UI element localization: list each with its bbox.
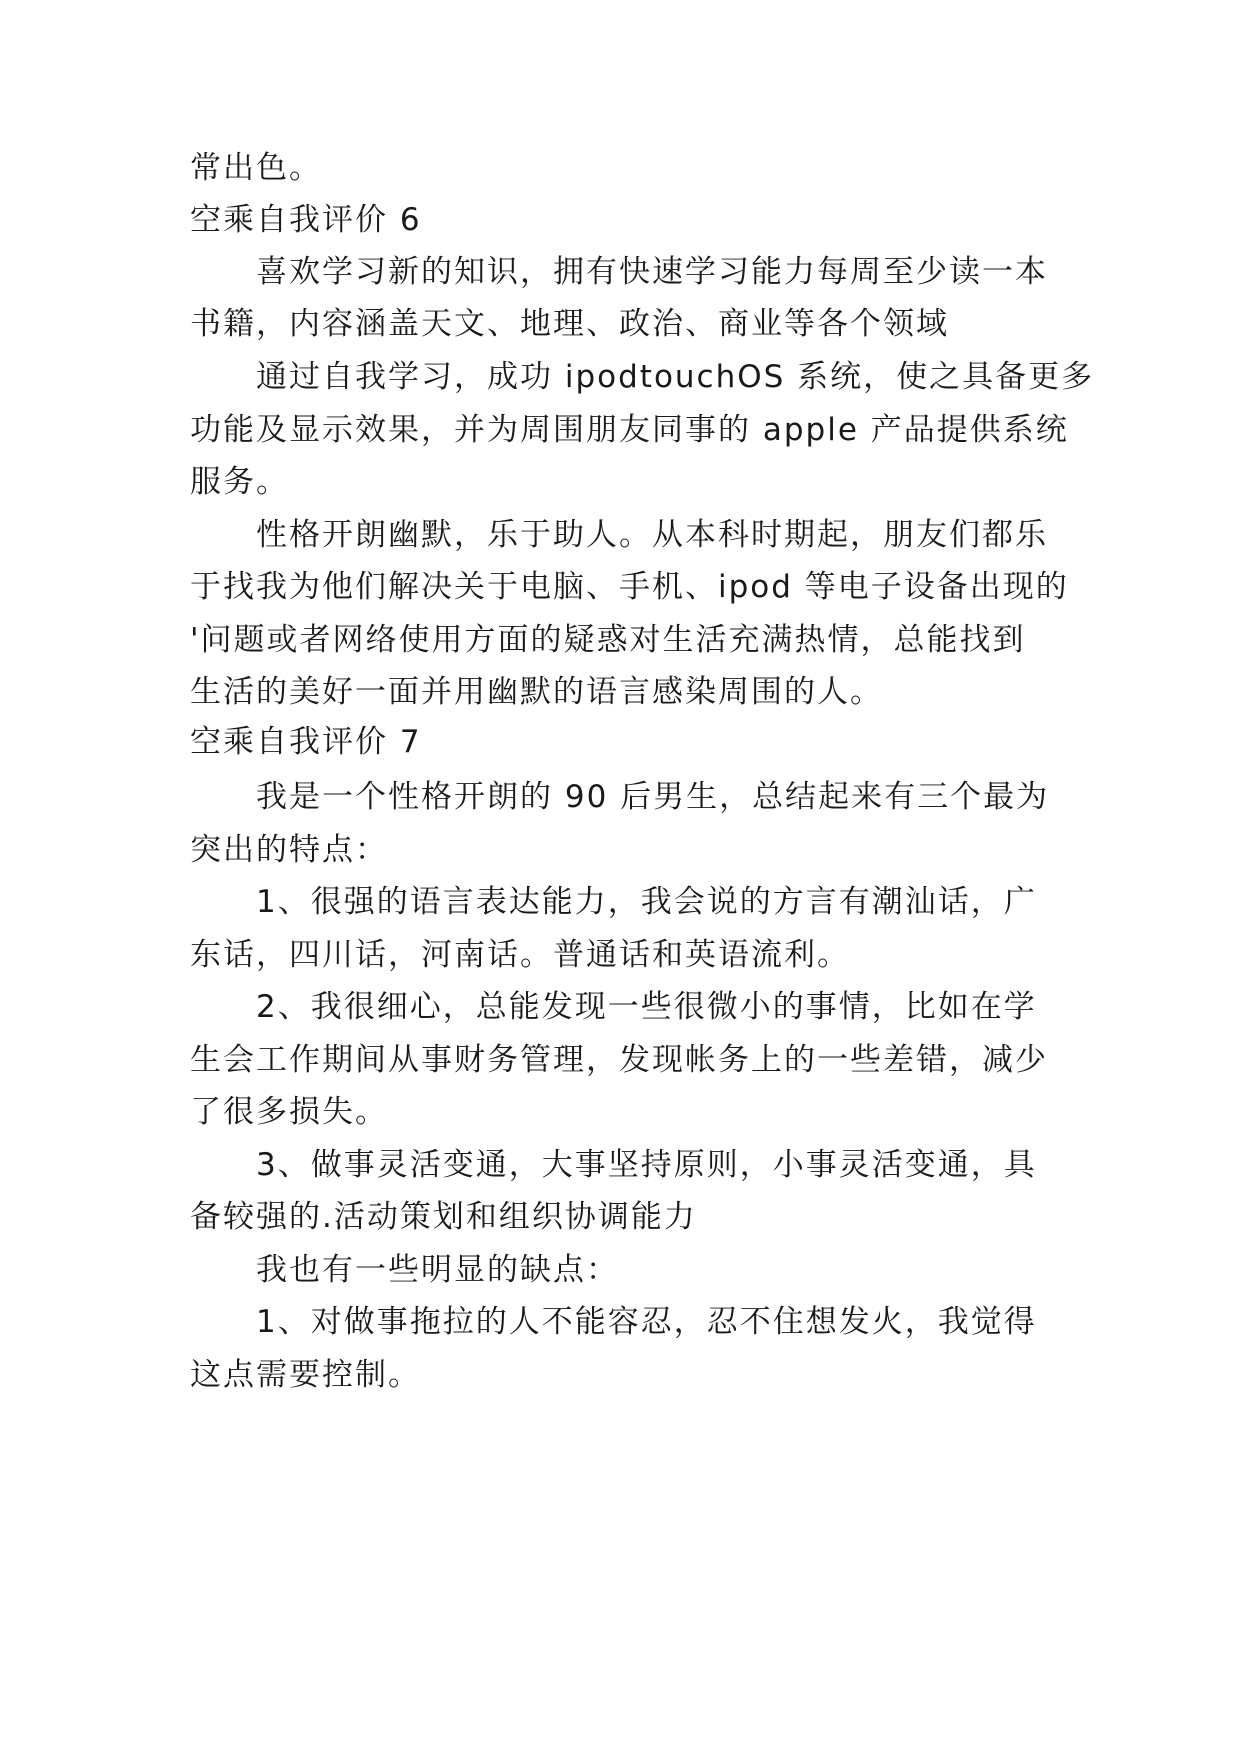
paragraph-line: 常出色。	[190, 150, 322, 186]
paragraph-line: 1、很强的语言表达能力，我会说的方言有潮汕话，广	[256, 884, 1037, 920]
paragraph-line: 生活的美好一面并用幽默的语言感染周围的人。	[190, 674, 883, 710]
paragraph-line: 这点需要控制。	[190, 1357, 421, 1393]
paragraph-line: 2、我很细心，总能发现一些很微小的事情，比如在学	[256, 989, 1037, 1025]
paragraph-line: 突出的特点：	[190, 832, 388, 868]
paragraph-line: 东话，四川话，河南话。普通话和英语流利。	[190, 937, 850, 973]
paragraph-line: 性格开朗幽默，乐于助人。从本科时期起，朋友们都乐	[256, 517, 1048, 553]
paragraph-line: 3、做事灵活变通，大事坚持原则，小事灵活变通，具	[256, 1147, 1037, 1183]
paragraph-line: 书籍，内容涵盖天文、地理、政治、商业等各个领域	[190, 306, 949, 342]
paragraph-line: 生会工作期间从事财务管理，发现帐务上的一些差错，减少	[190, 1042, 1048, 1078]
paragraph-line: '问题或者网络使用方面的疑惑对生活充满热情，总能找到	[190, 622, 1026, 658]
paragraph-line: 了很多损失。	[190, 1094, 388, 1130]
paragraph-line: 喜欢学习新的知识，拥有快速学习能力每周至少读一本	[256, 254, 1048, 290]
paragraph-line: 我是一个性格开朗的 90 后男生，总结起来有三个最为	[256, 779, 1050, 815]
paragraph-line: 备较强的.活动策划和组织协调能力	[190, 1199, 697, 1235]
paragraph-line: 通过自我学习，成功 ipodtouchOS 系统，使之具备更多	[256, 359, 1095, 395]
section-heading: 空乘自我评价 7	[190, 724, 422, 760]
paragraph-line: 1、对做事拖拉的人不能容忍，忍不住想发火，我觉得	[256, 1304, 1037, 1340]
paragraph-line: 我也有一些明显的缺点：	[256, 1252, 619, 1288]
paragraph-line: 服务。	[190, 464, 289, 500]
paragraph-line: 于找我为他们解决关于电脑、手机、ipod 等电子设备出现的	[190, 569, 1069, 605]
section-heading: 空乘自我评价 6	[190, 202, 422, 238]
paragraph-line: 功能及显示效果，并为周围朋友同事的 apple 产品提供系统	[190, 412, 1069, 448]
